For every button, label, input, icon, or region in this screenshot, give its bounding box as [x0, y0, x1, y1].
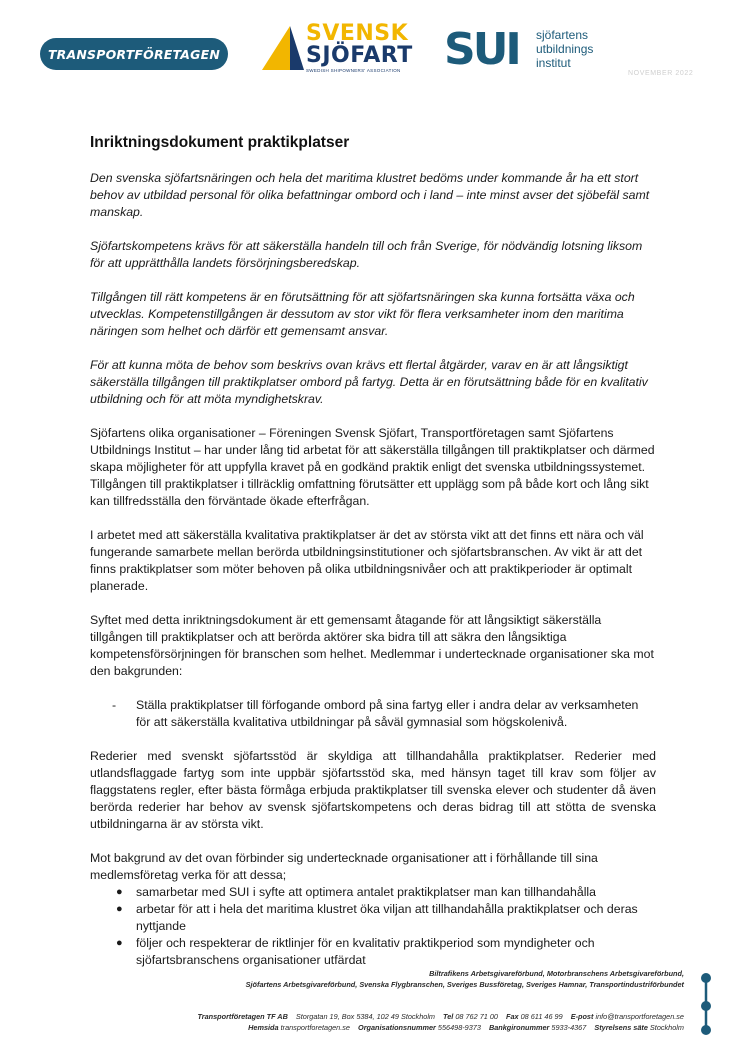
- footer-contact-line: [64, 1022, 684, 1033]
- dash-list-text: Ställa praktikplatser till förfogande ombord på sina fartyg eller i andra delar av verksamheten för att säkerställa kvalitativa utbildningar på såväl gymnasial som högskolenivå.: [136, 698, 639, 729]
- bullet-icon: ●: [116, 903, 123, 915]
- list-item: [116, 884, 656, 901]
- paragraph-organisations: Sjöfartens olika organisationer – Föreningen Svensk Sjöfart, Transportföretagen samt Sjöfartens Utbildnings Institut – har under lång tid arbetat för att säkerställa tillgången till praktikplatser och därmed skapa möjligheter för att uppfylla kravet på en godkänd praktik enligt det svenska utbildningssystemet. Tillgången till praktikplatser i tillräcklig omfattning förutsätter ett upplägg som på både kort och lång sikt kan tillfredsställa den förväntade ökade efterfrågan.: [90, 426, 655, 508]
- list-item-text: samarbetar med SUI i syfte att optimera antalet praktikplatser man kan tillhandahålla: [136, 885, 596, 899]
- list-item: [116, 901, 656, 935]
- list-item-text: arbetar för att i hela det maritima klustret öka viljan att tillhandahålla praktikplatser och deras nyttjande: [136, 902, 638, 933]
- paragraph-access: Tillgången till rätt kompetens är en förutsättning för att sjöfartsnäringen ska kunna fortsätta växa och utvecklas. Kompetenstillgången är dessutom av stor vikt för flera verksamheter inom den maritima näringen som helhet och därför ett gemensamt ansvar.: [90, 290, 635, 338]
- footer-fax-label: Fax: [506, 1012, 519, 1021]
- sui-logo: [444, 26, 604, 78]
- list-item-text: följer och respekterar de riktlinjer för en kvalitativ praktikperiod som myndigheter och sjöfartsbranschens organisationer utfärdat: [136, 936, 595, 967]
- svensk-sjofart-tagline: SWEDISH SHIPOWNERS' ASSOCIATION: [306, 68, 401, 73]
- footer-members-line: Biltrafikens Arbetsgivareförbund, Motorbranschens Arbetsgivareförbund,: [429, 969, 684, 978]
- sui-logo-line: sjöfartens: [536, 28, 589, 42]
- list-item: [116, 935, 656, 969]
- transportforetagen-logo: [40, 38, 228, 70]
- bullet-icon: ●: [116, 886, 123, 898]
- footer-email-label: E-post: [570, 1012, 594, 1021]
- sui-logo-mark: SUI: [444, 24, 519, 75]
- footer-fax: 08 611 46 99: [520, 1012, 563, 1021]
- document-title: Inriktningsdokument praktikplatser: [90, 134, 350, 151]
- paragraph-intro: Den svenska sjöfartsnäringen och hela det maritima klustret bedöms under kommande år ha ett stort behov av utbildad personal för olika befattningar ombord och i land – inte minst avser det sjöbefäl samt manskap.: [90, 171, 650, 219]
- document-date: NOVEMBER 2022: [628, 70, 694, 77]
- paragraph-competence: Sjöfartskompetens krävs för att säkerställa handeln till och från Sverige, för nödvändig lotsning liksom för att upprätthålla landets försörjningsberedskap.: [90, 239, 643, 270]
- footer-web-label: Hemsida: [248, 1023, 279, 1032]
- footer-members-line: Sjöfartens Arbetsgivareförbund, Svenska Flygbranschen, Sveriges Bussföretag, Sveriges Hamnar, Transportindustriförbundet: [245, 980, 684, 989]
- footer-seat: Stockholm: [649, 1023, 684, 1032]
- footer-bank-label: Bankgironummer: [488, 1023, 550, 1032]
- footer-org: 556498-9373: [437, 1023, 481, 1032]
- paragraph-purpose: Syftet med detta inriktningsdokument är ett gemensamt åtagande för att långsiktigt säkerställa tillgången till praktikplatser och att berörda aktörer ska bidra till att säkra den långsiktiga kompetensförsörjningen för branschen som helhet. Medlemmar i undertecknade organisationer ska mot den bakgrunden:: [90, 613, 654, 678]
- svensk-sjofart-word-sjofart: SJÖFART: [306, 43, 413, 68]
- dash-list-item: [90, 697, 656, 731]
- paragraph-cooperation: I arbetet med att säkerställa kvalitativa praktikplatser är det av största vikt att det finns ett nära och väl fungerande samarbete mellan berörda utbildningsinstitutioner och sjöfartsbranschen. Av vikt är att det finns praktikplatser som möter behoven på olika utbildningsnivåer och att praktikperioder är optimalt planerade.: [90, 528, 644, 593]
- dash-marker: -: [112, 698, 117, 712]
- footer-email-link[interactable]: info@transportforetagen.se: [595, 1012, 684, 1021]
- svensk-sjofart-word-svensk: SVENSK: [306, 21, 409, 46]
- sui-logo-text: [536, 28, 593, 70]
- footer-org-label: Organisationsnummer: [358, 1023, 436, 1032]
- footer-web-link[interactable]: transportforetagen.se: [280, 1023, 350, 1032]
- document-body: [90, 170, 656, 969]
- footer-contact-line: [64, 1011, 684, 1022]
- sui-logo-line: utbildnings: [536, 42, 594, 56]
- footer-contact: [64, 1011, 684, 1033]
- paragraph-commitment: Mot bakgrund av det ovan förbinder sig undertecknade organisationer att i förhållande till sina medlemsföretag verka för att dessa;: [90, 851, 598, 882]
- sui-logo-line: institut: [536, 56, 571, 70]
- footer-members: [64, 968, 684, 990]
- footer-address: Storgatan 19, Box 5384, 102 49 Stockholm: [295, 1012, 436, 1021]
- svensk-sjofart-sail-icon: [260, 22, 306, 72]
- commitment-list: [90, 884, 656, 969]
- footer-tel-label: Tel: [443, 1012, 454, 1021]
- bullet-icon: ●: [116, 937, 123, 949]
- footer-bank: 5933-4367: [551, 1023, 587, 1032]
- transportforetagen-logo-text: TRANSPORTFÖRETAGEN: [47, 46, 221, 62]
- paragraph-shipowners: Rederier med svenskt sjöfartsstöd är skyldiga att tillhandahålla praktikplatser. Rederier med utlandsflaggade fartyg som inte uppbär sjöfartsstöd ska, med hänsyn taget till krav som följer av flaggstatens regler, efter bästa förmåga erbjuda praktikplatser till svenska elever och studenter då även berörda rederier har behov av svensk sjöfartskompetens och deras bidrag till att stötta de svenska utbildningarna är av största vikt.: [90, 749, 656, 831]
- footer-company: Transportföretagen TF AB: [197, 1012, 288, 1021]
- svensk-sjofart-logo: [260, 21, 413, 78]
- footer-tel: 08 762 71 00: [455, 1012, 498, 1021]
- footer-seat-label: Styrelsens säte: [594, 1023, 648, 1032]
- footer-rail-decoration: [700, 972, 712, 1036]
- paragraph-measures: För att kunna möta de behov som beskrivs ovan krävs ett flertal åtgärder, varav en är att långsiktigt säkerställa tillgången till praktikplatser ombord på fartyg. Detta är en förutsättning både för en kvalitativ utbildning och för att möta myndighetskrav.: [90, 358, 648, 406]
